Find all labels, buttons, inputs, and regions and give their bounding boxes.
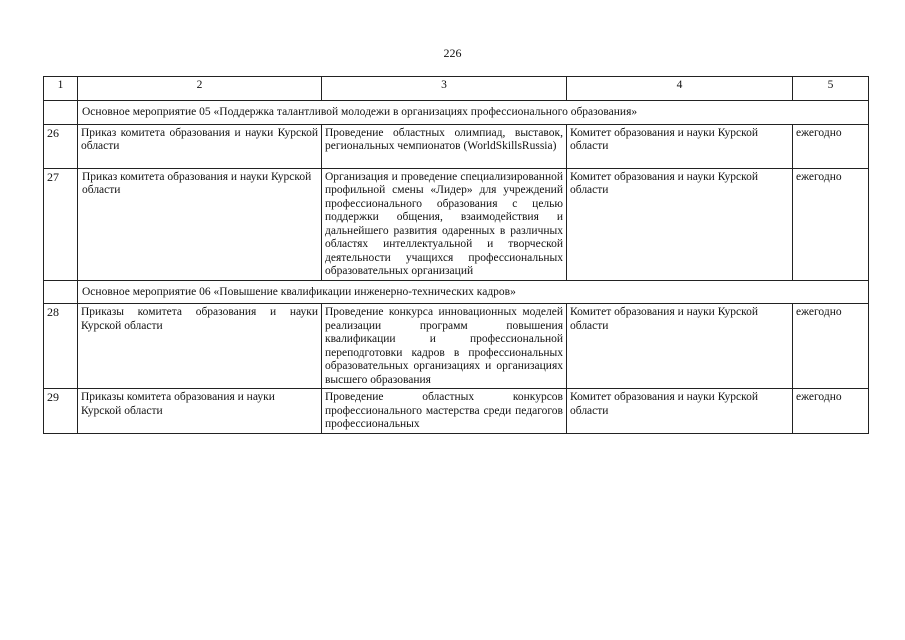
row-document: Приказы комитета образования и науки Курской области	[78, 389, 322, 434]
section-empty-cell	[44, 280, 78, 304]
table-row	[44, 124, 869, 168]
header-cell-4: 4	[567, 77, 793, 101]
row-period: ежегодно	[793, 168, 869, 280]
header-cell-5: 5	[793, 77, 869, 101]
row-document: Приказы комитета образования и науки Курской области	[78, 304, 322, 389]
measures-table	[43, 76, 869, 434]
row-number: 28	[44, 304, 78, 389]
header-cell-2: 2	[78, 77, 322, 101]
row-executor: Комитет образования и науки Курской области	[567, 304, 793, 389]
table-row	[44, 389, 869, 434]
row-executor: Комитет образования и науки Курской области	[567, 168, 793, 280]
table-row	[44, 304, 869, 389]
page-number: 226	[443, 46, 462, 60]
row-executor: Комитет образования и науки Курской области	[567, 389, 793, 434]
row-period: ежегодно	[793, 389, 869, 434]
row-event: Проведение конкурса инновационных моделей реализации программ повышения квалификации и профессиональной переподготовки кадров в профессиональных образовательных организациях и организациях высшего образования	[322, 304, 567, 389]
section-empty-cell	[44, 101, 78, 125]
header-cell-1: 1	[44, 77, 78, 101]
row-number: 29	[44, 389, 78, 434]
row-number: 27	[44, 168, 78, 280]
section-row	[44, 280, 869, 304]
row-document: Приказ комитета образования и науки Курской области	[78, 168, 322, 280]
table-row	[44, 168, 869, 280]
row-period: ежегодно	[793, 124, 869, 168]
row-event: Проведение областных олимпиад, выставок, региональных чемпионатов (WorldSkillsRussia)	[322, 124, 567, 168]
section-title: Основное мероприятие 06 «Повышение квалификации инженерно-технических кадров»	[78, 280, 869, 304]
row-executor: Комитет образования и науки Курской области	[567, 124, 793, 168]
header-cell-3: 3	[322, 77, 567, 101]
row-document: Приказ комитета образования и науки Курской области	[78, 124, 322, 168]
row-number: 26	[44, 124, 78, 168]
section-row	[44, 101, 869, 125]
section-title: Основное мероприятие 05 «Поддержка талантливой молодежи в организациях профессионального образования»	[78, 101, 869, 125]
table-header-row	[44, 77, 869, 101]
row-period: ежегодно	[793, 304, 869, 389]
row-event: Организация и проведение специализированной профильной смены «Лидер» для учреждений профессионального образования с целью поддержки общения, взаимодействия и дальнейшего развития одаренных в различных областях интеллектуальной и творческой деятельности учащихся профессиональных образовательных организаций	[322, 168, 567, 280]
row-event: Проведение областных конкурсов профессионального мастерства среди педагогов профессиональных	[322, 389, 567, 434]
